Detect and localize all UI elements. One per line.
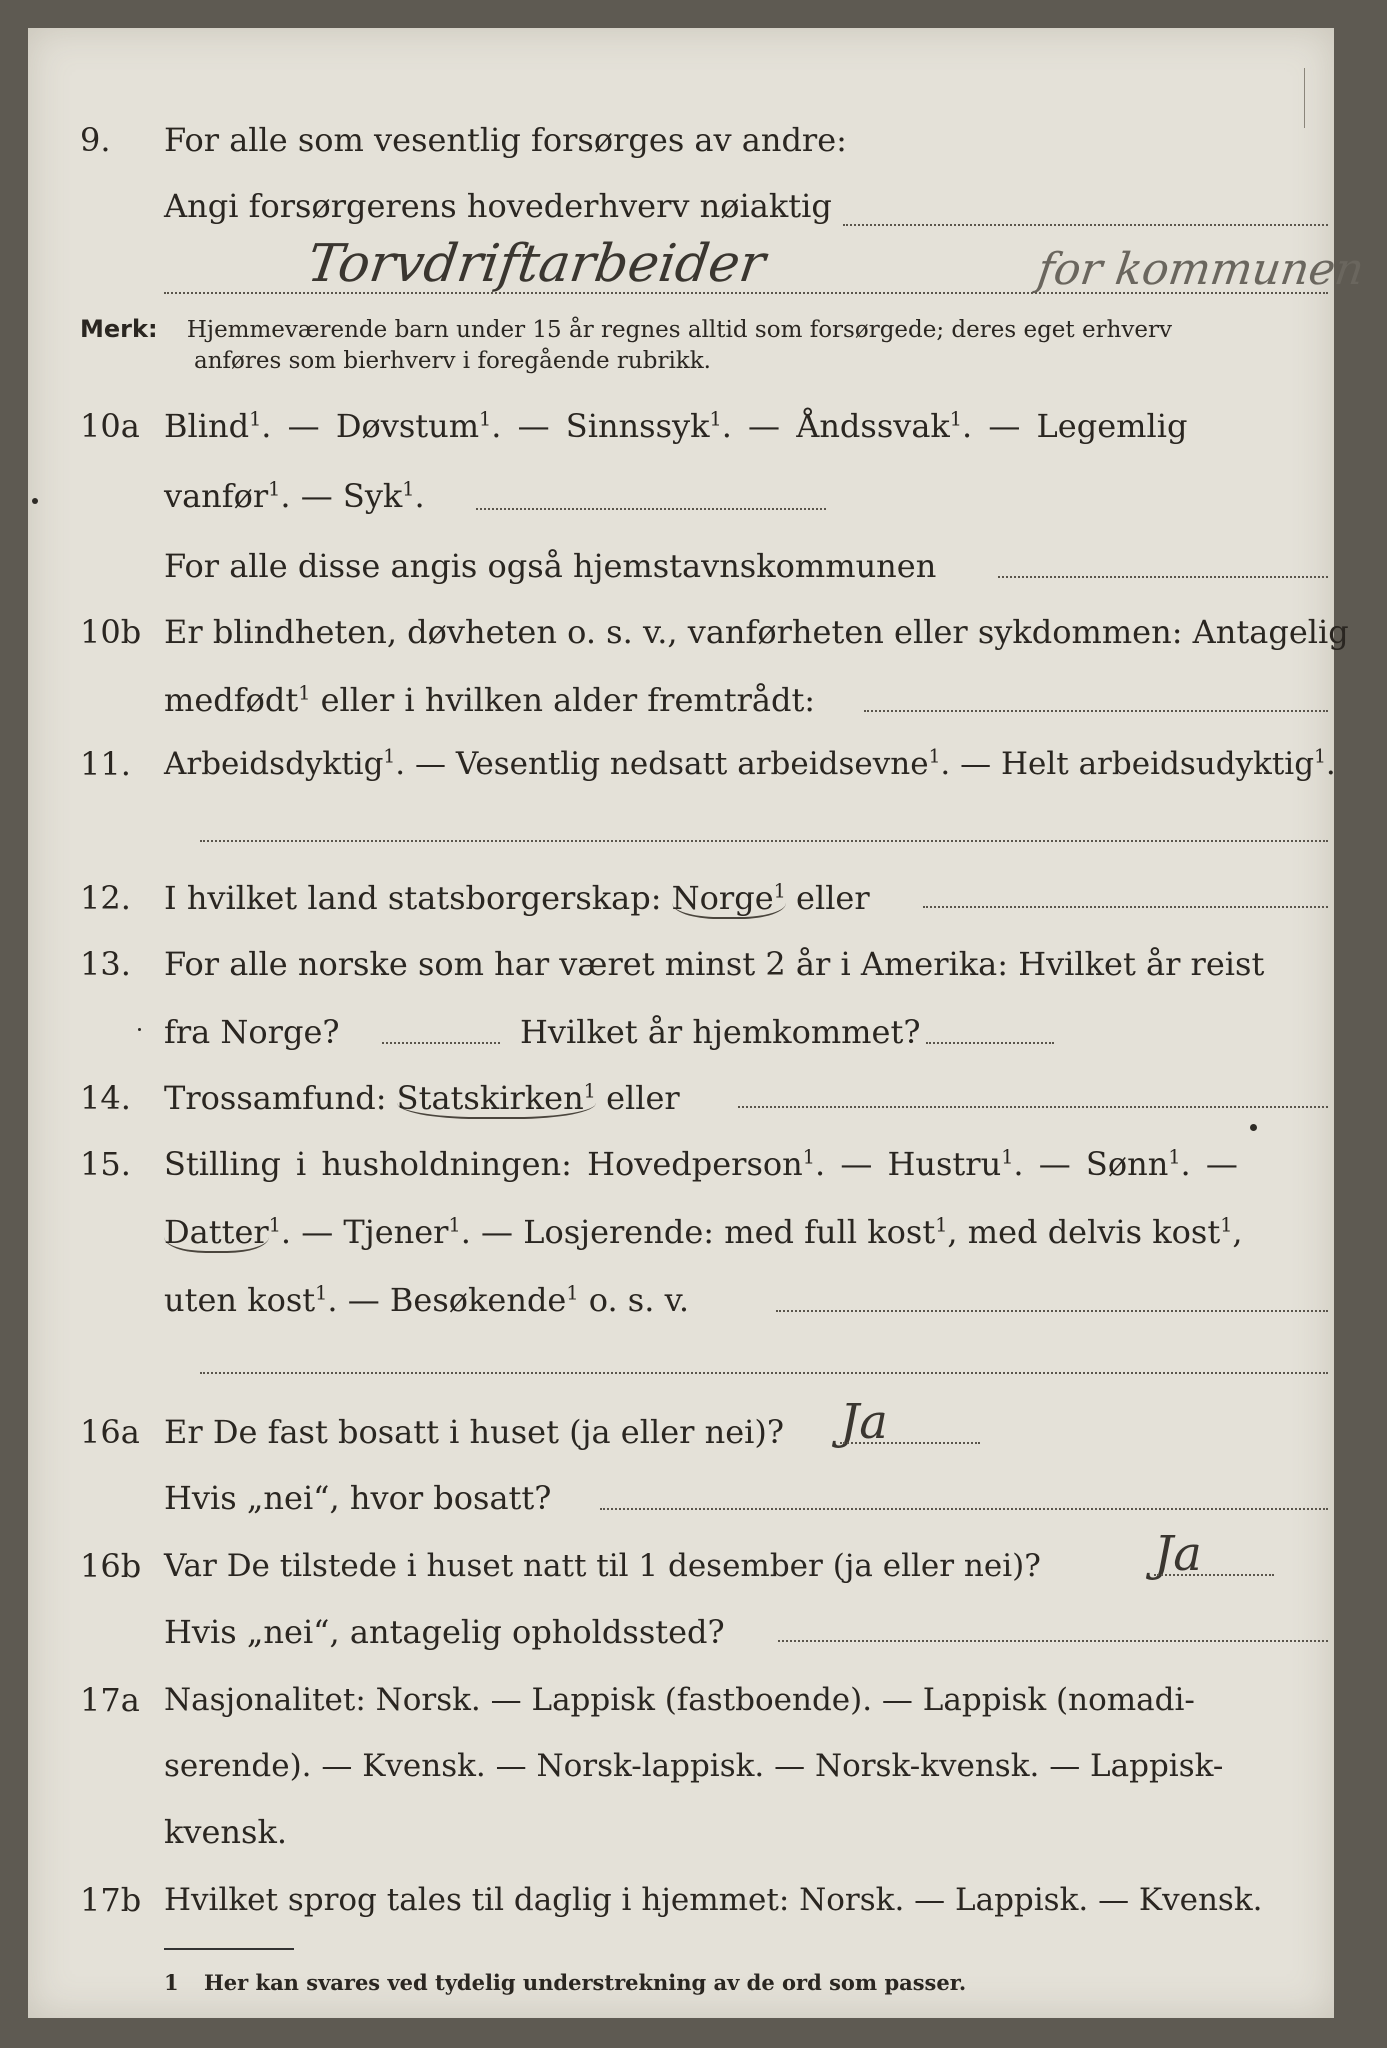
option-tjener[interactable]: . — Tjener [280,1213,449,1251]
q9-line-2: Angi forsørgerens hovederhverv nøiaktig [164,187,832,225]
option-dovstum[interactable]: . — Døvstum [261,407,480,445]
q15-answer-leader-1[interactable] [776,1310,1328,1312]
q10b-number: 10b [80,613,142,651]
q14-answer-leader[interactable] [738,1106,1328,1108]
option-sonn[interactable]: . — Sønn [1013,1145,1169,1183]
q12-line: I hvilket land statsborgerskap: Norge$^1$ eller [164,879,870,917]
merk-label: Merk: [80,315,158,343]
q13-reist-leader[interactable] [382,1042,500,1044]
ink-dot [1250,1124,1257,1131]
option-andssvak[interactable]: . — Åndssvak [721,407,950,445]
option-syk[interactable]: . — Syk [280,477,403,515]
q17b-number: 17b [80,1881,142,1919]
q16b-number: 16b [80,1547,142,1585]
q10b-line-1: Er blindheten, døvheten o. s. v., vanførheten eller sykdommen: Antagelig [164,613,1349,651]
q17a-line-1[interactable]: Nasjonalitet: Norsk. — Lappisk (fastboende). — Lappisk (nomadi- [164,1682,1195,1718]
footnote-mark: 1 [164,1970,179,1995]
q10a-number: 10a [80,407,140,445]
q9-line-1: For alle som vesentlig forsørges av andre: [164,121,847,159]
option-uten-kost[interactable]: uten kost [164,1281,316,1319]
q15-number: 15. [80,1145,131,1183]
q10a-line-1: Blind$^1$. — Døvstum$^1$. — Sinnssyk$^1$. — Åndssvak$^1$. — Legemlig [164,407,1188,445]
option-arbeidsdyktig[interactable]: Arbeidsdyktig [164,746,384,782]
q11-number: 11. [80,745,131,783]
q13-number: 13. [80,945,131,983]
footnote-text: Her kan svares ved tydelig understrekning av de ord som passer. [203,1970,967,1995]
q10a-hjemstavn-leader[interactable] [998,576,1328,578]
q9-handwritten-answer[interactable]: Torvdriftarbeider [303,234,769,294]
q14-number: 14. [80,1079,131,1117]
option-full-kost[interactable]: . — Losjerende: med full kost [460,1213,936,1251]
q16a-handwritten-answer[interactable]: Ja [840,1394,888,1450]
option-hovedperson[interactable]: Stilling i husholdningen: Hovedperson [164,1145,803,1183]
q15-line-2: Datter$^1$. — Tjener$^1$. — Losjerende: med full kost$^1$, med delvis kost$^1$, [164,1213,1243,1251]
merk-line-1: Hjemmeværende barn under 15 år regnes alltid som forsørgede; deres eget erhverv [186,317,1172,343]
merk-row-1 [80,314,1172,345]
q16a-line-1: Er De fast bosatt i huset (ja eller nei)? [164,1413,785,1451]
option-norge-underlined[interactable]: Norge$^1$ [671,879,786,917]
paper-crease [1304,68,1305,128]
q16a-number: 16a [80,1413,140,1451]
q9-answer-leader-2 [164,292,1328,294]
option-vanfor[interactable]: vanfør [164,477,269,515]
q16b-answer-leader [1154,1574,1274,1576]
q9-number: 9. [80,121,111,159]
option-sinnssyk[interactable]: . — Sinnssyk [491,407,710,445]
q17a-line-3[interactable]: kvensk. [164,1813,287,1851]
option-besokende[interactable]: . — Besøkende [327,1281,567,1319]
q9-answer-leader-1 [843,224,1328,226]
q10b-line-2: medfødt$^1$ eller i hvilken alder fremtrådt: [164,681,816,719]
q16a-line-2: Hvis „nei“, hvor bosatt? [164,1479,552,1517]
q15-answer-leader-2[interactable] [200,1372,1328,1374]
q12-answer-leader[interactable] [923,906,1328,908]
q10b-answer-leader[interactable] [864,710,1328,712]
q10a-syk-leader [476,508,826,510]
q16b-opholdssted-leader[interactable] [778,1640,1328,1642]
q11-line: Arbeidsdyktig$^1$. — Vesentlig nedsatt arbeidsevne$^1$. — Helt arbeidsudyktig$^1$. [164,746,1336,782]
q15-line-3: uten kost$^1$. — Besøkende$^1$ o. s. v. [164,1281,690,1319]
q13-reist-label: fra Norge? [164,1013,340,1051]
q10a-line-2: vanfør$^1$. — Syk$^1$. [164,477,425,515]
option-delvis-kost[interactable]: , med delvis kost [947,1213,1221,1251]
option-nedsatt-arbeidsevne[interactable]: . — Vesentlig nedsatt arbeidsevne [395,746,929,782]
q15-line-1: Stilling i husholdningen: Hovedperson$^1$. — Hustru$^1$. — Sønn$^1$. — [164,1145,1238,1183]
q9-handwritten-answer-extra[interactable]: for kommunen [1034,244,1368,295]
q16b-line-2: Hvis „nei“, antagelig opholdssted? [164,1613,725,1651]
q16a-bosatt-leader[interactable] [600,1508,1328,1510]
q17b-line[interactable]: Hvilket sprog tales til daglig i hjemmet: Norsk. — Lappisk. — Kvensk. [164,1882,1263,1918]
option-datter-underlined[interactable]: Datter [164,1213,269,1251]
q12-number: 12. [80,879,131,917]
merk-line-2: anføres som bierhverv i foregående rubrikk. [194,348,711,374]
option-legemlig[interactable]: . — Legemlig [962,407,1188,445]
option-medfodt[interactable]: medfødt [164,681,299,719]
q17a-line-2[interactable]: serende). — Kvensk. — Norsk-lappisk. — Norsk-kvensk. — Lappisk- [164,1748,1224,1784]
footnote [164,1970,966,1995]
option-statskirken-underlined[interactable]: Statskirken$^1$ [396,1079,596,1117]
footnote-rule [164,1948,294,1950]
option-arbeidsudyktig[interactable]: . — Helt arbeidsudyktig [940,746,1315,782]
q16b-line-1: Var De tilstede i huset natt til 1 desember (ja eller nei)? [164,1548,1041,1584]
option-hustru[interactable]: . — Hustru [814,1145,1002,1183]
q13-line-1: For alle norske som har været minst 2 år i Amerika: Hvilket år reist [164,945,1265,983]
q17a-number: 17a [80,1681,140,1719]
ink-speck-margin [32,498,38,504]
q14-line: Trossamfund: Statskirken$^1$ eller [164,1079,680,1117]
q13-hjemkommet-label: Hvilket år hjemkommet? [520,1013,921,1051]
q16a-answer-leader [840,1442,980,1444]
ink-speck [138,1028,141,1031]
q11-answer-leader[interactable] [200,840,1328,842]
census-form-page [28,28,1368,2018]
q16b-handwritten-answer[interactable]: Ja [1154,1526,1202,1582]
q13-hjemkommet-leader[interactable] [926,1042,1054,1044]
q10a-line-3: For alle disse angis også hjemstavnskommunen [164,547,937,585]
option-blind[interactable]: Blind [164,407,250,445]
